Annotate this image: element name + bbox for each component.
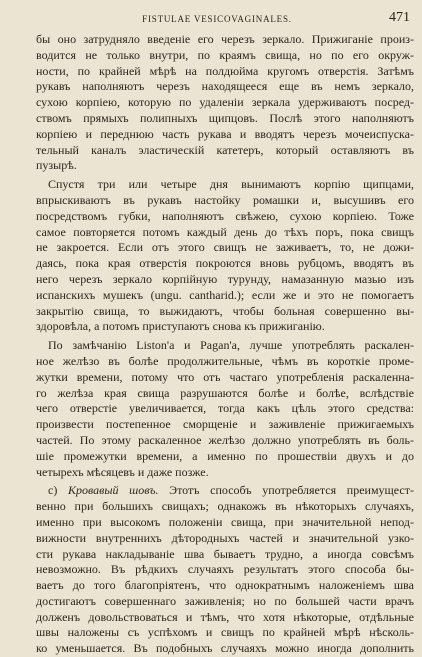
text-line: частей. По этому раскаленное желѣзо должно употреблять въ боль- — [36, 432, 414, 447]
text-line: него черезъ зеркало корпійную турунду, намазанную мазью изъ — [36, 271, 414, 286]
text-line: По замѣчанію Liston'а и Pagan'а, лучше употреблять раскален- — [48, 338, 414, 353]
text-line: ное желѣзо въ болѣе продолжительные, чѣмъ въ короткіе проме- — [36, 353, 414, 368]
text-line: с) Кровавый шовъ. Этотъ способъ употребляется преимущест- — [48, 483, 414, 498]
text-line: не закроется. Если отъ этого свищъ не заживаетъ, то, не дожи- — [36, 240, 414, 255]
text-line: произвести постепенное сморщеніе и заживленіе прижигаемыхъ — [36, 417, 414, 432]
text-line: го желѣза края свища разрушаются болѣе и болѣе, вслѣдствіе — [36, 385, 414, 400]
page-header — [52, 12, 412, 28]
text-line: тельный каналъ эластическій катетеръ, который оставляютъ въ — [36, 142, 414, 157]
section-heading: Кровавый шовъ. — [68, 483, 159, 498]
text-line: долженъ довольствоваться и тѣмъ, что хотя нѣкоторые, отдѣльные — [36, 609, 414, 624]
page-number: 471 — [389, 10, 410, 25]
text-line: пузырѣ. — [36, 158, 77, 173]
text-line: самое повторяется потомъ каждый день до тѣхъ поръ, пока свищъ — [36, 224, 414, 239]
running-head: FISTULAE VESICOVAGINALES. — [142, 14, 292, 24]
text-line: венно при большихъ свищахъ; однакожъ въ нѣкоторыхъ случаяхъ, — [36, 499, 414, 514]
text-line: здоровѣла, а потомъ приступаютъ снова къ прижиганію. — [36, 319, 325, 334]
text-line: именно при высокомъ положеніи свища, при значительной непод- — [36, 514, 414, 529]
text-line: посредствомъ губки, наполняютъ свѣжею, сухою корпіею. Тоже — [36, 208, 414, 223]
text-line: даясь, пока края отверстія покроются вновь рубцомъ, вводятъ въ — [36, 256, 414, 271]
text-line: испанскихъ мушекъ (ungu. cantharid.); если же и это не помогаетъ — [36, 287, 414, 302]
text-line: шіе промежутки времени, а именно по прошествіи двухъ и до — [36, 448, 414, 463]
text-line: ваетъ до того благопріятенъ, что однократнымъ наложеніемъ шва — [36, 578, 414, 593]
text-line: ко уменьшается. Въ подобныхъ случаяхъ можно иногда дополнить — [36, 641, 414, 656]
text-line: жутки времени, потому что отъ частаго употребленія раскаленна- — [36, 369, 414, 384]
text-line: достигаютъ совершеннаго заживленія; но по большей части врачъ — [36, 593, 414, 608]
text-line: бы оно затрудняло введеніе его черезъ зеркало. Прижиганіе произ- — [36, 32, 414, 46]
text-line: ствомъ прямыхъ полипныхъ щипцовъ. Послѣ этого наполняютъ — [36, 110, 414, 125]
text-line: рукавъ наполняютъ черезъ находящееся еще въ немъ зеркало, — [36, 79, 414, 94]
text-line: чего отверстіе увеличивается, тогда какъ цѣль этого средства: — [36, 401, 414, 416]
text-line: швы наложены съ успѣхомъ и свищъ по крайней мѣрѣ нѣсколь- — [36, 625, 414, 640]
text-line: невозможно. Въ рѣдкихъ случаяхъ результатъ этого способа бы- — [36, 562, 414, 577]
text-line: сти рукава накладываніе шва бываетъ трудно, а иногда совсѣмъ — [36, 546, 414, 561]
text-line: четырехъ мѣсяцевъ и даже позже. — [36, 464, 209, 479]
text-line: вижности внутреннихъ дѣтородныхъ частей и значительной узко- — [36, 530, 414, 545]
text-line: сухою корпіею, которую по удаленіи зеркала удерживаютъ посред- — [36, 95, 414, 110]
text-line: ности, по крайней мѣрѣ на полдюйма кругомъ отверстія. Затѣмъ — [36, 63, 414, 78]
text-line: корпіею и переднюю часть рукава и вводятъ черезъ мочеиспуска- — [36, 126, 414, 141]
text-line: Спустя три или четыре дня вынимаютъ корпію щипцами, — [48, 177, 414, 192]
text-line: водится не только внутри, по краямъ свища, но по его окруж- — [36, 47, 414, 62]
text-line: закрытію свища, то выжидаютъ, чтобы больная совершенно вы- — [36, 303, 414, 318]
body-text — [36, 32, 414, 657]
text-line: впрыскиваютъ въ рукавъ настойку ромашки и, высушивъ его — [36, 192, 414, 207]
